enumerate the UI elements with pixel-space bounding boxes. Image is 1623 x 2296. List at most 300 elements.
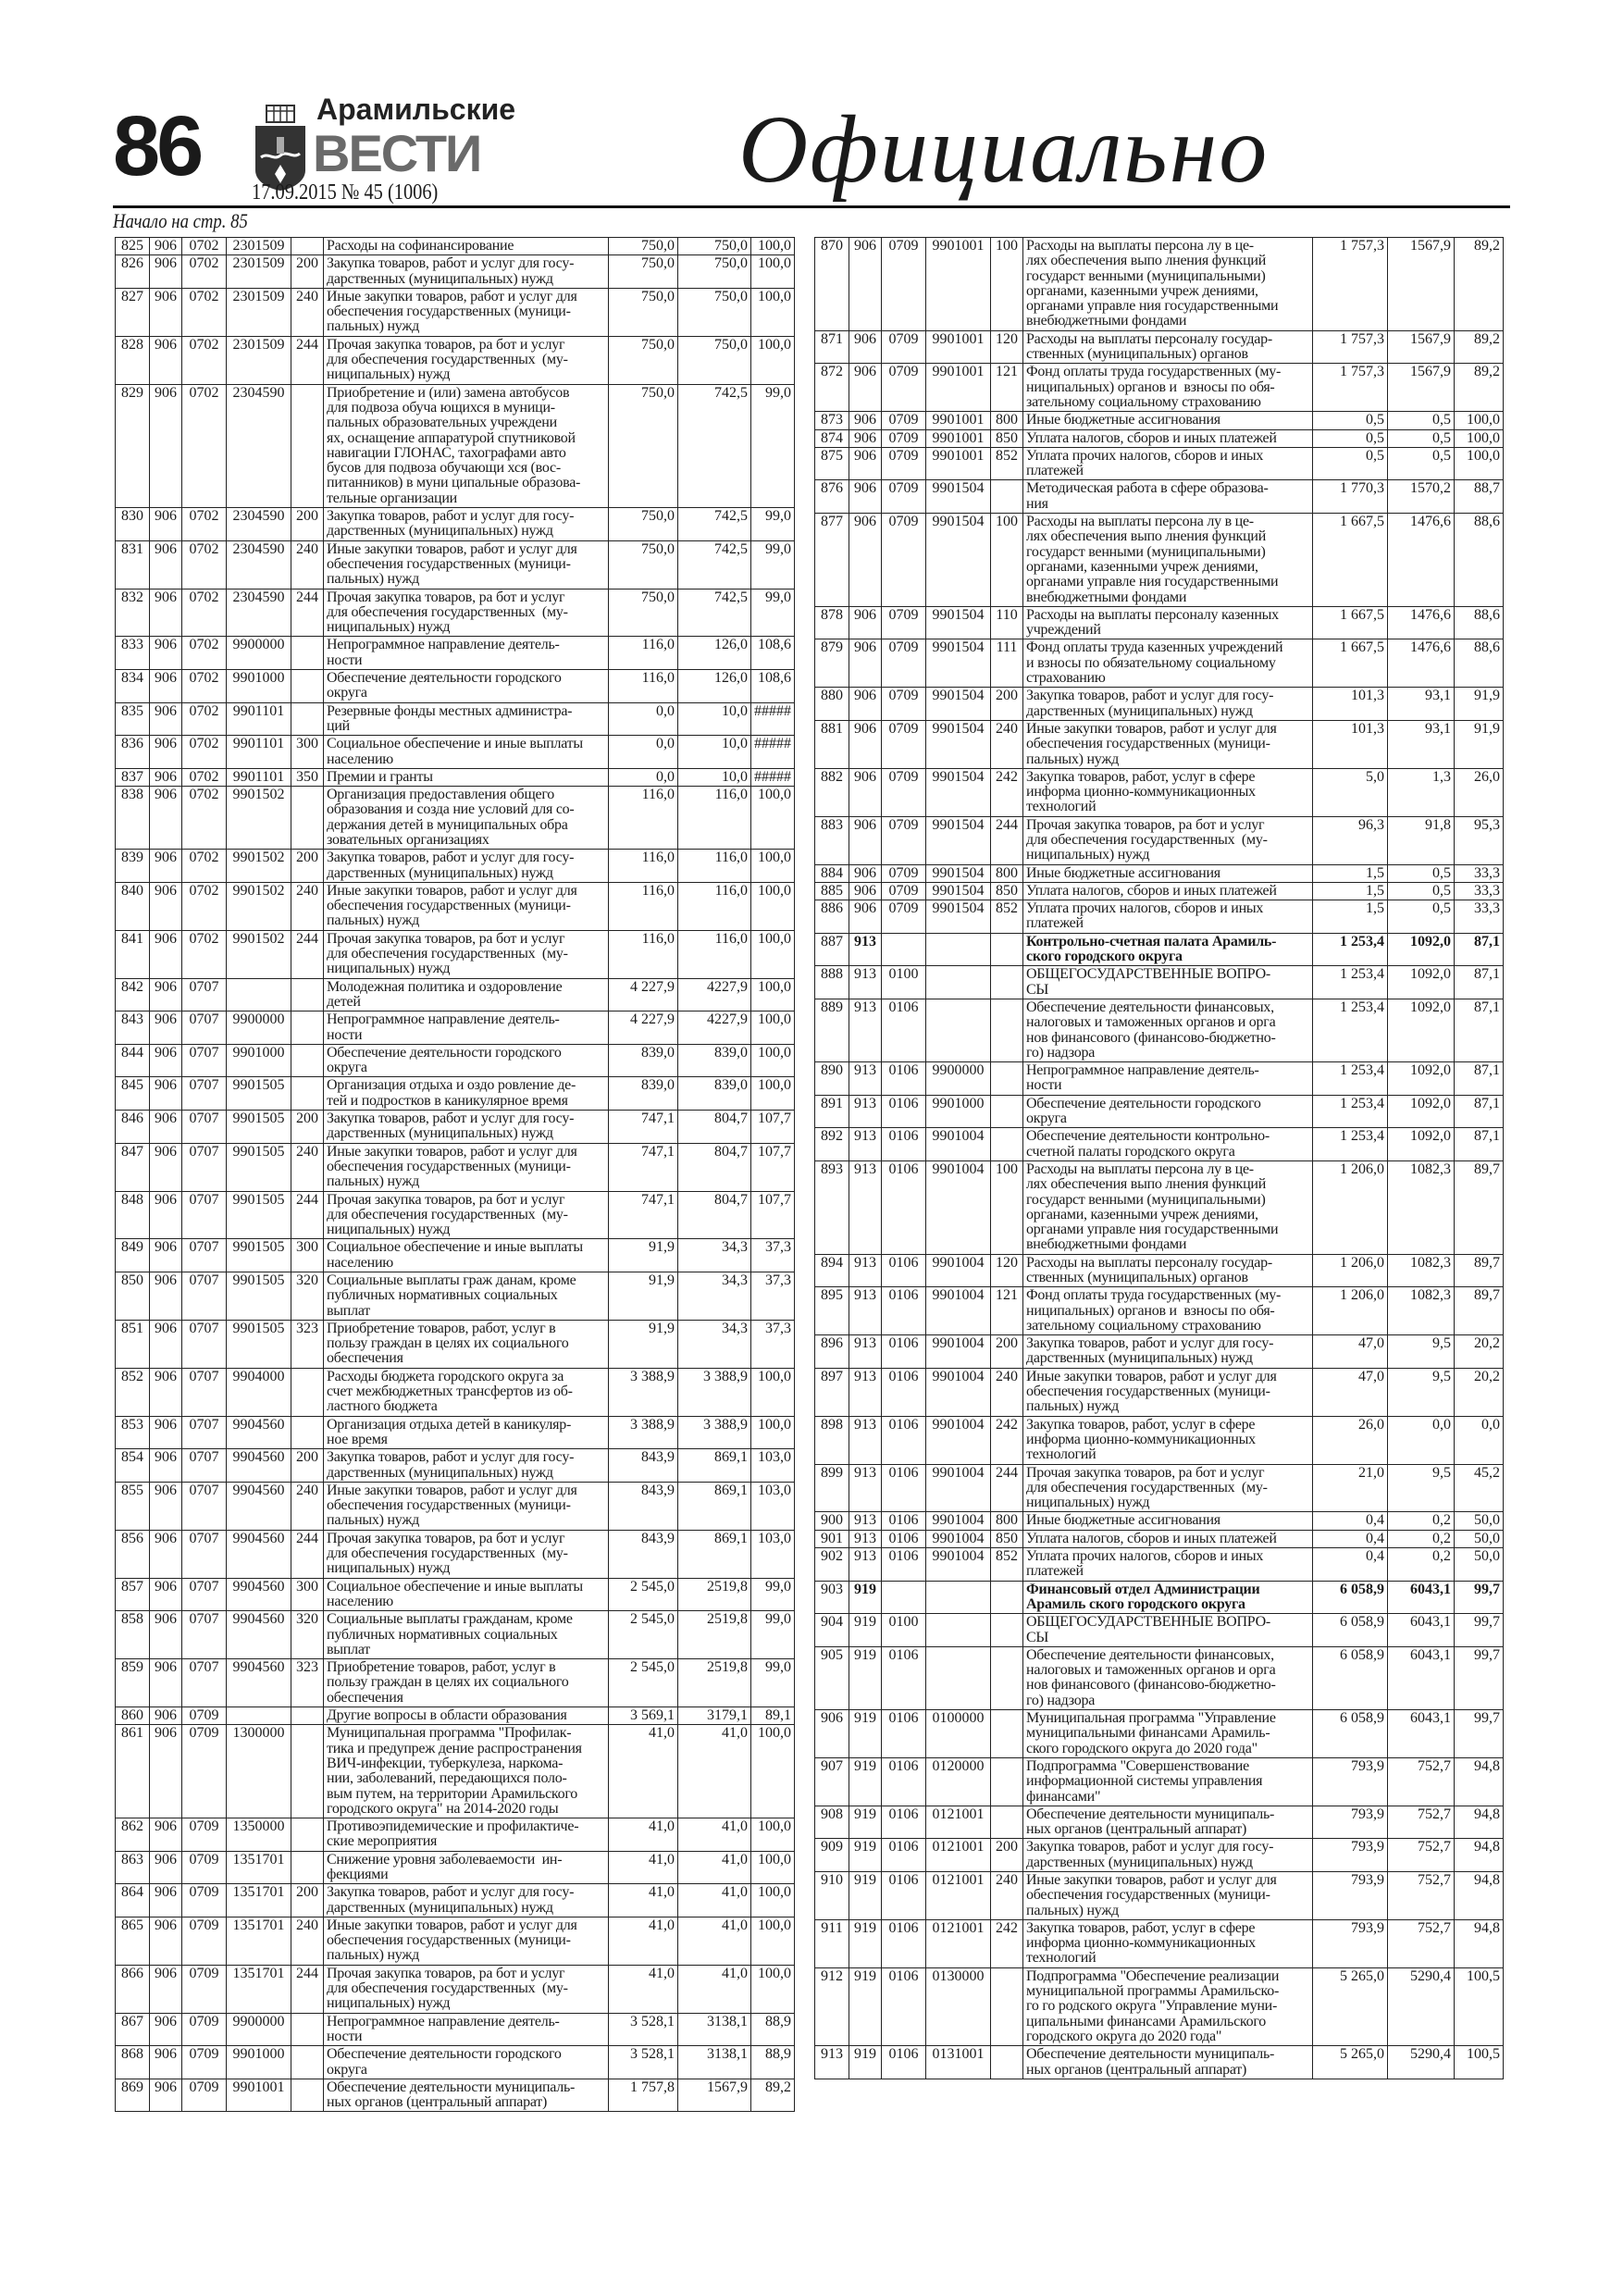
expense-type-code: 200	[291, 1111, 324, 1144]
item-name: Уплата налогов, сборов и иных платежей	[1023, 882, 1313, 900]
item-name: Иные закупки товаров, работ и услуг для обеспечения государственных (муници- пальных) нужд	[324, 1917, 609, 1965]
section-code: 0702	[182, 637, 227, 670]
actual-amount: 93,1	[1388, 720, 1455, 768]
actual-amount: 1082,3	[1388, 1254, 1455, 1287]
expense-type-code	[291, 1707, 324, 1725]
item-name: Иные закупки товаров, работ и услуг для обеспечения государственных (муници- пальных) нужд	[324, 288, 609, 336]
planned-amount: 1 206,0	[1313, 1254, 1388, 1287]
planned-amount: 6 058,9	[1313, 1614, 1388, 1647]
department-code: 913	[849, 1464, 882, 1512]
department-code: 906	[150, 978, 182, 1011]
execution-percent: 107,7	[751, 1143, 795, 1191]
planned-amount: 0,0	[609, 768, 678, 786]
table-row	[116, 508, 795, 541]
header-divider	[113, 205, 1510, 208]
item-name: Организация отдыха детей в каникуляр- ное время	[324, 1416, 609, 1449]
actual-amount: 4227,9	[678, 978, 751, 1011]
table-row	[116, 978, 795, 1011]
expense-type-code: 244	[291, 930, 324, 978]
execution-percent: 100,0	[751, 288, 795, 336]
department-code: 906	[150, 1239, 182, 1272]
actual-amount: 750,0	[678, 238, 751, 255]
item-name: Иные закупки товаров, работ и услуг для обеспечения государственных (муници- пальных) нужд	[324, 882, 609, 930]
row-number: 825	[116, 238, 150, 255]
item-name: Другие вопросы в области образования	[324, 1707, 609, 1725]
actual-amount: 804,7	[678, 1191, 751, 1239]
section-code: 0702	[182, 882, 227, 930]
department-code: 906	[150, 1851, 182, 1884]
execution-percent: 100,0	[751, 978, 795, 1011]
table-row	[815, 639, 1504, 688]
execution-percent: 45,2	[1455, 1464, 1504, 1512]
section-code	[882, 1581, 926, 1614]
expense-type-code: 240	[991, 1871, 1023, 1919]
planned-amount: 1 757,3	[1313, 330, 1388, 364]
section-code: 0709	[182, 1965, 227, 2013]
section-code: 0709	[882, 720, 926, 768]
department-code: 906	[150, 1044, 182, 1077]
section-code: 0707	[182, 1416, 227, 1449]
table-row	[116, 850, 795, 883]
row-number: 830	[116, 508, 150, 541]
item-name: Обеспечение деятельности муниципаль- ных органов (центральный аппарат)	[1023, 1806, 1313, 1839]
planned-amount: 0,0	[609, 736, 678, 769]
target-code: 9900000	[227, 1011, 291, 1045]
section-code: 0707	[182, 1482, 227, 1530]
planned-amount: 1,5	[1313, 882, 1388, 900]
execution-percent: 89,1	[751, 1707, 795, 1725]
actual-amount: 0,2	[1388, 1530, 1455, 1547]
row-number: 888	[815, 966, 849, 999]
execution-percent: 108,6	[751, 670, 795, 703]
item-name: Расходы на выплаты персоналу казенных учреждений	[1023, 606, 1313, 639]
execution-percent: 33,3	[1455, 864, 1504, 882]
actual-amount: 93,1	[1388, 688, 1455, 721]
table-row	[116, 1191, 795, 1239]
expense-type-code: 200	[291, 1449, 324, 1483]
section-code: 0702	[182, 238, 227, 255]
expense-type-code: 244	[291, 1191, 324, 1239]
actual-amount: 2519,8	[678, 1611, 751, 1659]
expense-type-code	[291, 1011, 324, 1045]
target-code: 9901004	[926, 1335, 991, 1369]
row-number: 869	[116, 2079, 150, 2112]
planned-amount: 839,0	[609, 1077, 678, 1111]
expense-type-code: 242	[991, 1416, 1023, 1464]
row-number: 861	[116, 1725, 150, 1818]
actual-amount: 10,0	[678, 736, 751, 769]
section-code: 0707	[182, 1191, 227, 1239]
planned-amount: 843,9	[609, 1482, 678, 1530]
table-row	[116, 1320, 795, 1368]
department-code: 906	[150, 930, 182, 978]
department-code: 906	[150, 1011, 182, 1045]
item-name: Прочая закупка товаров, ра бот и услуг для обеспечения государственных (му- ниципальных) нужд	[324, 1191, 609, 1239]
planned-amount: 3 528,1	[609, 2013, 678, 2046]
table-row	[815, 1548, 1504, 1582]
item-name: Приобретение и (или) замена автобусов для подвоза обуча ющихся в муници- пальных образовательных учреждени ях, оснащение аппаратурой спутниковой навигации ГЛОНАС, тахографами авто бусов для подвоза обучающи хся (вос- питанников) в муни ципальные образова- тельные организации	[324, 384, 609, 507]
section-title: Официально	[738, 96, 1270, 203]
section-code: 0106	[882, 1710, 926, 1758]
planned-amount: 101,3	[1313, 688, 1388, 721]
execution-percent: 33,3	[1455, 900, 1504, 934]
item-name: Обеспечение деятельности финансовых, налоговых и таможенных органов и орга нов финансового (финансово-бюджетно- го) надзора	[1023, 1646, 1313, 1709]
table-row	[815, 330, 1504, 364]
table-row	[815, 816, 1504, 864]
expense-type-code: 100	[991, 238, 1023, 331]
execution-percent: 100,0	[751, 1044, 795, 1077]
item-name: Премии и гранты	[324, 768, 609, 786]
row-number: 851	[116, 1320, 150, 1368]
table-row	[815, 864, 1504, 882]
section-code: 0709	[882, 238, 926, 331]
table-row	[815, 900, 1504, 934]
table-row	[116, 1530, 795, 1578]
expense-type-code: 300	[291, 736, 324, 769]
row-number: 847	[116, 1143, 150, 1191]
item-name: Обеспечение деятельности муниципаль- ных органов (центральный аппарат)	[324, 2079, 609, 2112]
row-number: 897	[815, 1368, 849, 1416]
target-code	[926, 1614, 991, 1647]
item-name: Организация отдыха и оздо ровление де- тей и подростков в каникулярное время	[324, 1077, 609, 1111]
target-code	[227, 978, 291, 1011]
item-name: Расходы на выплаты персона лу в це- лях обеспечения выпо лнения функций государст венными (муниципальными) органами, казенными учреж дениями, органами управле ния государственными внебюджетными фондами	[1023, 514, 1313, 607]
table-row	[116, 255, 795, 289]
table-row	[815, 1581, 1504, 1614]
target-code: 9904560	[227, 1482, 291, 1530]
table-row	[815, 1095, 1504, 1128]
actual-amount: 41,0	[678, 1917, 751, 1965]
department-code: 906	[150, 1191, 182, 1239]
item-name: Закупка товаров, работ и услуг для госу- дарственных (муниципальных) нужд	[1023, 1335, 1313, 1369]
item-name: Обеспечение деятельности городского округа	[324, 2046, 609, 2079]
department-code: 906	[150, 670, 182, 703]
table-row	[116, 1884, 795, 1917]
execution-percent: 100,5	[1455, 2046, 1504, 2079]
row-number: 887	[815, 933, 849, 966]
execution-percent: 88,6	[1455, 514, 1504, 607]
target-code: 9901001	[926, 412, 991, 429]
page-number: 86	[113, 99, 201, 193]
actual-amount: 869,1	[678, 1482, 751, 1530]
row-number: 877	[815, 514, 849, 607]
row-number: 905	[815, 1646, 849, 1709]
execution-percent: 87,1	[1455, 933, 1504, 966]
table-row	[815, 933, 1504, 966]
expense-type-code: 244	[991, 816, 1023, 864]
department-code: 919	[849, 2046, 882, 2079]
execution-percent: 100,0	[751, 787, 795, 850]
target-code: 9901504	[926, 688, 991, 721]
planned-amount: 96,3	[1313, 816, 1388, 864]
department-code: 913	[849, 1160, 882, 1254]
item-name: Муниципальная программа "Управление муниципальными финансами Арамиль- ского городского округа до 2020 года"	[1023, 1710, 1313, 1758]
row-number: 865	[116, 1917, 150, 1965]
row-number: 885	[815, 882, 849, 900]
row-number: 884	[815, 864, 849, 882]
planned-amount: 101,3	[1313, 720, 1388, 768]
table-row	[815, 480, 1504, 514]
execution-percent: 89,2	[1455, 364, 1504, 412]
target-code: 2301509	[227, 288, 291, 336]
target-code: 9900000	[227, 2013, 291, 2046]
department-code: 919	[849, 1710, 882, 1758]
actual-amount: 34,3	[678, 1272, 751, 1321]
target-code: 9901004	[926, 1464, 991, 1512]
actual-amount: 34,3	[678, 1239, 751, 1272]
target-code: 9901001	[926, 364, 991, 412]
department-code: 913	[849, 966, 882, 999]
department-code: 919	[849, 1581, 882, 1614]
row-number: 866	[116, 1965, 150, 2013]
planned-amount: 0,5	[1313, 429, 1388, 447]
planned-amount: 793,9	[1313, 1919, 1388, 1967]
planned-amount: 1,5	[1313, 900, 1388, 934]
section-code: 0106	[882, 1062, 926, 1096]
actual-amount: 0,2	[1388, 1512, 1455, 1530]
actual-amount: 869,1	[678, 1530, 751, 1578]
department-code: 906	[849, 480, 882, 514]
actual-amount: 0,5	[1388, 882, 1455, 900]
expense-type-code	[291, 787, 324, 850]
actual-amount: 9,5	[1388, 1464, 1455, 1512]
expense-type-code	[991, 2046, 1023, 2079]
item-name: Расходы бюджета городского округа за счет межбюджетных трансфертов из об- ластного бюджета	[324, 1368, 609, 1416]
department-code: 906	[849, 447, 882, 480]
expense-type-code	[991, 1806, 1023, 1839]
expense-type-code: 200	[991, 1335, 1023, 1369]
target-code	[926, 999, 991, 1061]
table-row	[815, 1062, 1504, 1096]
item-name: Подпрограмма "Обеспечение реализации муниципальной программы Арамильско- го го родского округа "Управление муни- ципальными финансами Арамильского городского округа до 2020 года"	[1023, 1967, 1313, 2045]
execution-percent: 100,0	[751, 336, 795, 384]
item-name: Расходы на выплаты персона лу в це- лях обеспечения выпо лнения функций государст венными (муниципальными) органами, казенными учреж дениями, органами управле ния государственными внебюджетными фондами	[1023, 238, 1313, 331]
expense-type-code: 242	[991, 768, 1023, 816]
execution-percent: 89,2	[751, 2079, 795, 2112]
row-number: 870	[815, 238, 849, 331]
target-code: 9901004	[926, 1287, 991, 1335]
department-code: 913	[849, 1335, 882, 1369]
execution-percent: 100,0	[751, 1917, 795, 1965]
item-name: Уплата прочих налогов, сборов и иных платежей	[1023, 900, 1313, 934]
row-number: 889	[815, 999, 849, 1061]
section-code: 0106	[882, 1335, 926, 1369]
department-code: 913	[849, 1548, 882, 1582]
section-code: 0707	[182, 1044, 227, 1077]
execution-percent: 37,3	[751, 1272, 795, 1321]
table-row	[116, 1143, 795, 1191]
actual-amount: 41,0	[678, 1965, 751, 2013]
row-number: 906	[815, 1710, 849, 1758]
expense-type-code: 244	[291, 589, 324, 637]
actual-amount: 752,7	[1388, 1839, 1455, 1872]
section-code: 0709	[182, 2079, 227, 2112]
item-name: Уплата налогов, сборов и иных платежей	[1023, 429, 1313, 447]
expense-type-code	[991, 1710, 1023, 1758]
expense-type-code	[291, 1725, 324, 1818]
row-number: 882	[815, 768, 849, 816]
department-code: 906	[150, 787, 182, 850]
expense-type-code	[291, 2046, 324, 2079]
expense-type-code: 121	[991, 1287, 1023, 1335]
expense-type-code	[991, 480, 1023, 514]
expense-type-code	[291, 1851, 324, 1884]
planned-amount: 0,4	[1313, 1548, 1388, 1582]
item-name: Расходы на выплаты персоналу государ- ственных (муниципальных) органов	[1023, 1254, 1313, 1287]
target-code: 9901502	[227, 850, 291, 883]
item-name: Обеспечение деятельности городского округа	[324, 1044, 609, 1077]
row-number: 911	[815, 1919, 849, 1967]
item-name: Расходы на софинансирование	[324, 238, 609, 255]
actual-amount: 5290,4	[1388, 2046, 1455, 2079]
actual-amount: 5290,4	[1388, 1967, 1455, 2045]
department-code: 913	[849, 1368, 882, 1416]
section-code: 0702	[182, 384, 227, 507]
section-code: 0106	[882, 2046, 926, 2079]
row-number: 913	[815, 2046, 849, 2079]
table-row	[116, 1368, 795, 1416]
planned-amount: 793,9	[1313, 1806, 1388, 1839]
item-name: Иные бюджетные ассигнования	[1023, 864, 1313, 882]
section-code: 0709	[882, 864, 926, 882]
table-row	[815, 1839, 1504, 1872]
target-code: 9901001	[926, 429, 991, 447]
row-number: 852	[116, 1368, 150, 1416]
execution-percent: 99,0	[751, 589, 795, 637]
expense-type-code: 200	[291, 850, 324, 883]
execution-percent: 100,5	[1455, 1967, 1504, 2045]
actual-amount: 750,0	[678, 255, 751, 289]
section-code: 0106	[882, 1871, 926, 1919]
item-name: Контрольно-счетная палата Арамиль- ского городского округа	[1023, 933, 1313, 966]
table-row	[116, 336, 795, 384]
department-code: 906	[849, 882, 882, 900]
item-name: Приобретение товаров, работ, услуг в пользу граждан в целях их социального обеспечения	[324, 1659, 609, 1707]
table-row	[116, 1239, 795, 1272]
execution-percent: 103,0	[751, 1530, 795, 1578]
expense-type-code	[291, 2079, 324, 2112]
department-code: 906	[150, 508, 182, 541]
actual-amount: 0,0	[1388, 1416, 1455, 1464]
table-row	[815, 882, 1504, 900]
table-row	[815, 1464, 1504, 1512]
planned-amount: 5 265,0	[1313, 1967, 1388, 2045]
section-code: 0707	[182, 1611, 227, 1659]
actual-amount: 752,7	[1388, 1919, 1455, 1967]
expense-type-code: 120	[991, 1254, 1023, 1287]
department-code: 919	[849, 1967, 882, 2045]
actual-amount: 3 388,9	[678, 1416, 751, 1449]
department-code: 906	[849, 364, 882, 412]
expense-type-code: 240	[291, 1143, 324, 1191]
planned-amount: 41,0	[609, 1725, 678, 1818]
execution-percent: 100,0	[751, 1368, 795, 1416]
department-code: 906	[150, 1707, 182, 1725]
actual-amount: 4227,9	[678, 1011, 751, 1045]
row-number: 846	[116, 1111, 150, 1144]
planned-amount: 750,0	[609, 336, 678, 384]
expense-type-code: 244	[291, 1965, 324, 2013]
planned-amount: 91,9	[609, 1272, 678, 1321]
planned-amount: 3 388,9	[609, 1416, 678, 1449]
target-code	[926, 933, 991, 966]
section-code: 0709	[882, 330, 926, 364]
execution-percent: #####	[751, 736, 795, 769]
planned-amount: 47,0	[1313, 1368, 1388, 1416]
row-number: 890	[815, 1062, 849, 1096]
table-row	[116, 930, 795, 978]
table-row	[116, 2046, 795, 2079]
actual-amount: 91,8	[1388, 816, 1455, 864]
department-code: 906	[849, 330, 882, 364]
expense-type-code	[991, 1646, 1023, 1709]
row-number: 892	[815, 1128, 849, 1161]
actual-amount: 0,2	[1388, 1548, 1455, 1582]
item-name: ОБЩЕГОСУДАРСТВЕННЫЕ ВОПРО- СЫ	[1023, 966, 1313, 999]
actual-amount: 6043,1	[1388, 1581, 1455, 1614]
department-code: 919	[849, 1757, 882, 1806]
actual-amount: 839,0	[678, 1044, 751, 1077]
planned-amount: 21,0	[1313, 1464, 1388, 1512]
table-row	[116, 288, 795, 336]
expense-type-code	[291, 1077, 324, 1111]
planned-amount: 5,0	[1313, 768, 1388, 816]
section-code: 0106	[882, 1287, 926, 1335]
item-name: Закупка товаров, работ и услуг для госу- дарственных (муниципальных) нужд	[324, 508, 609, 541]
execution-percent: 37,3	[751, 1239, 795, 1272]
section-code: 0106	[882, 1646, 926, 1709]
department-code: 919	[849, 1871, 882, 1919]
department-code: 906	[150, 255, 182, 289]
actual-amount: 116,0	[678, 787, 751, 850]
row-number: 864	[116, 1884, 150, 1917]
table-row	[815, 1871, 1504, 1919]
row-number: 891	[815, 1095, 849, 1128]
table-row	[116, 736, 795, 769]
row-number: 898	[815, 1416, 849, 1464]
section-code: 0709	[882, 412, 926, 429]
row-number: 855	[116, 1482, 150, 1530]
execution-percent: 91,9	[1455, 720, 1504, 768]
section-code: 0106	[882, 999, 926, 1061]
execution-percent: 100,0	[751, 1011, 795, 1045]
table-row	[815, 1614, 1504, 1647]
section-code: 0709	[882, 768, 926, 816]
expense-type-code: 111	[991, 639, 1023, 688]
item-name: Прочая закупка товаров, ра бот и услуг для обеспечения государственных (му- ниципальных) нужд	[324, 336, 609, 384]
table-row	[815, 2046, 1504, 2079]
table-row	[815, 606, 1504, 639]
department-code: 906	[849, 514, 882, 607]
row-number: 832	[116, 589, 150, 637]
expense-type-code: 100	[991, 1160, 1023, 1254]
row-number: 871	[815, 330, 849, 364]
table-row	[116, 882, 795, 930]
actual-amount: 839,0	[678, 1077, 751, 1111]
execution-percent: 91,9	[1455, 688, 1504, 721]
planned-amount: 41,0	[609, 1818, 678, 1852]
section-code: 0702	[182, 768, 227, 786]
row-number: 907	[815, 1757, 849, 1806]
table-row	[116, 1965, 795, 2013]
target-code: 9900000	[926, 1062, 991, 1096]
department-code: 906	[150, 736, 182, 769]
target-code: 9904560	[227, 1659, 291, 1707]
actual-amount: 10,0	[678, 768, 751, 786]
target-code: 1351701	[227, 1884, 291, 1917]
row-number: 880	[815, 688, 849, 721]
planned-amount: 5 265,0	[1313, 2046, 1388, 2079]
